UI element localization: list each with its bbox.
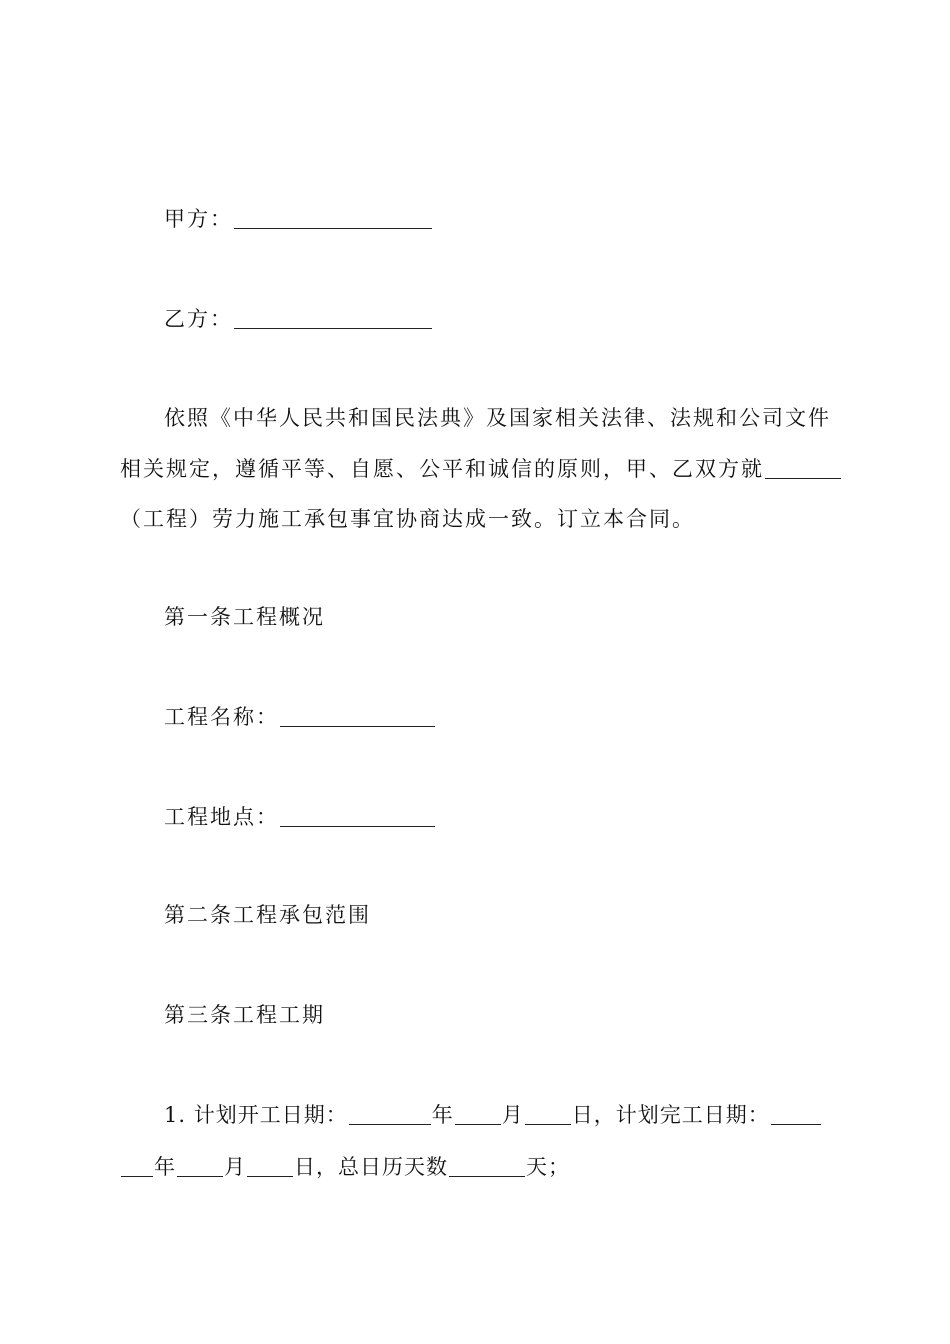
preamble-line-3 xyxy=(120,505,832,533)
article-3-title xyxy=(164,1001,832,1029)
article-2-title xyxy=(164,901,832,929)
start-month-unit: 月 xyxy=(501,1103,524,1127)
project-name-label: 工程名称： xyxy=(164,705,279,729)
schedule-line-2 xyxy=(120,1153,832,1181)
party-a-line xyxy=(164,205,832,233)
start-month-blank xyxy=(455,1104,501,1125)
project-name-blank xyxy=(280,706,435,727)
total-days-label: 日，总日历天数 xyxy=(294,1155,448,1179)
project-blank xyxy=(765,458,841,479)
preamble-text-1: 依照《中华人民共和国民法典》及国家相关法律、法规和公司文件 xyxy=(164,406,831,430)
article-2-title-text: 第二条工程承包范围 xyxy=(164,903,371,927)
end-year-blank-part2 xyxy=(121,1156,153,1177)
end-month-unit: 月 xyxy=(224,1155,246,1179)
end-year-blank-part1 xyxy=(771,1104,821,1125)
start-year-unit: 年 xyxy=(431,1103,454,1127)
article-1-title-text: 第一条工程概况 xyxy=(164,605,325,629)
party-b-label: 乙方： xyxy=(164,307,233,331)
project-location-label: 工程地点： xyxy=(164,805,279,829)
party-b-line xyxy=(164,305,832,333)
project-location-blank xyxy=(280,806,435,827)
party-a-blank xyxy=(234,208,432,229)
party-a-label: 甲方： xyxy=(164,207,233,231)
preamble-line-2 xyxy=(120,455,832,483)
preamble-text-2: 相关规定，遵循平等、自愿、公平和诚信的原则，甲、乙双方就 xyxy=(120,457,764,481)
preamble-line-1 xyxy=(164,404,832,432)
preamble-text-3: （工程）劳力施工承包事宜协商达成一致。订立本合同。 xyxy=(120,507,695,531)
start-date-label: 1. 计划开工日期： xyxy=(164,1103,348,1127)
article-3-title-text: 第三条工程工期 xyxy=(164,1003,325,1027)
schedule-line-1 xyxy=(164,1101,832,1129)
end-year-unit: 年 xyxy=(154,1155,176,1179)
project-name-line xyxy=(164,703,832,731)
start-day-blank xyxy=(525,1104,571,1125)
end-day-blank xyxy=(247,1156,293,1177)
end-date-label: 日，计划完工日期： xyxy=(571,1103,770,1127)
start-year-blank xyxy=(349,1104,431,1125)
article-1-title xyxy=(164,603,832,631)
total-days-blank xyxy=(449,1156,525,1177)
end-month-blank xyxy=(177,1156,223,1177)
days-unit: 天； xyxy=(526,1155,570,1179)
project-location-line xyxy=(164,803,832,831)
party-b-blank xyxy=(234,308,432,329)
